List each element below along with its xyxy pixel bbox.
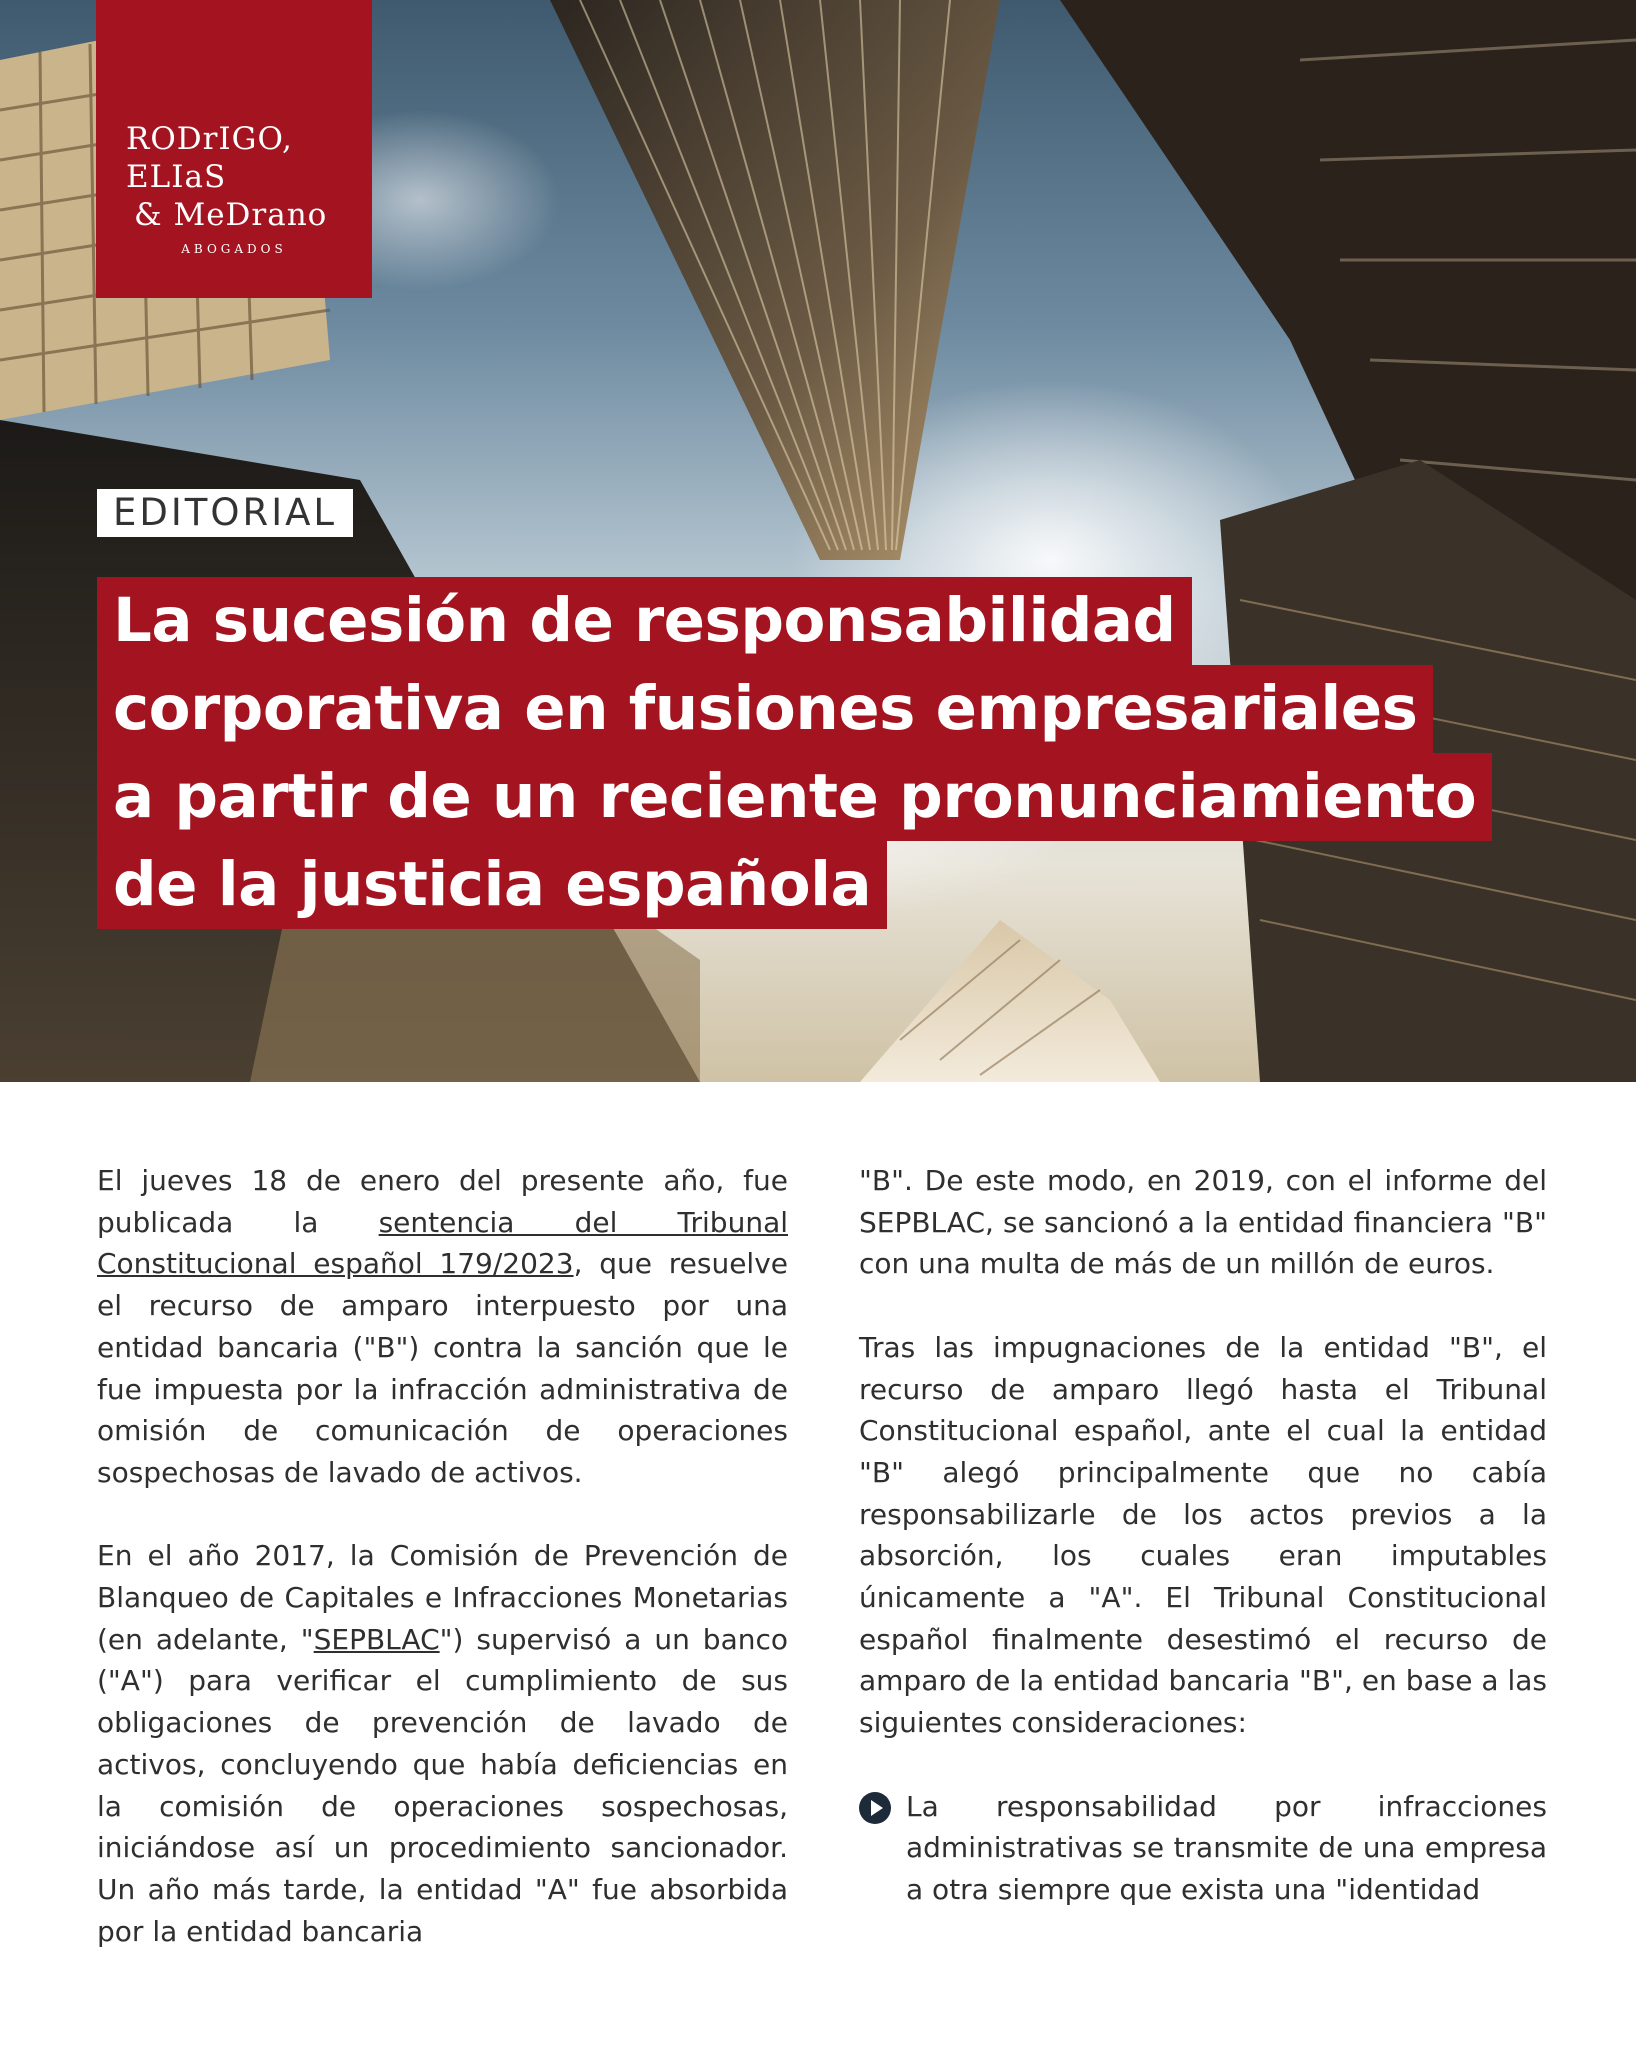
sepblac-link[interactable]: SEPBLAC — [313, 1622, 440, 1656]
left-column — [97, 1160, 788, 1952]
headline-line-4: de la justicia española — [97, 841, 887, 929]
left-p1-text-b: , que resuelve el recurso de amparo interpuesto por una entidad bancaria ("B") contra la sanción que le fue impuesta por la infracción administrativa de omisión de comunicación de operaciones sospechosas de lavado de activos. — [97, 1247, 788, 1489]
left-paragraph-1 — [97, 1160, 788, 1494]
bullet-item — [859, 1786, 1547, 1911]
headline-line-3: a partir de un reciente pronunciamiento — [97, 753, 1492, 841]
headline-line-2: corporativa en fusiones empresariales — [97, 665, 1433, 753]
logo-line-2: ELIaS — [126, 159, 227, 195]
sentencia-link[interactable]: sentencia del Tribunal Constitucional español 179/2023 — [97, 1205, 789, 1281]
headline — [97, 577, 1492, 929]
left-paragraph-2 — [97, 1535, 788, 1952]
right-paragraph-1: "B". De este modo, en 2019, con el informe del SEPBLAC, se sancionó a la entidad financiera "B" con una multa de más de un millón de euros. — [859, 1164, 1547, 1281]
right-paragraph-2: Tras las impugnaciones de la entidad "B", el recurso de amparo llegó hasta el Tribunal Constitucional español, ante el cual la entidad "B" alegó principalmente que no cabía responsabilizarle de los actos previos a la absorción, los cuales eran imputables únicamente a "A". El Tribunal Constitucional español finalmente desestimó el recurso de amparo de la entidad bancaria "B", en base a las siguientes consideraciones: — [859, 1330, 1547, 1740]
section-tag: EDITORIAL — [97, 489, 353, 537]
headline-line-1: La sucesión de responsabilidad — [97, 577, 1192, 665]
play-arrow-icon — [859, 1792, 891, 1824]
left-p2-text-a: En el año 2017, la Comisión de Prevención de Blanqueo de Capitales e Infracciones Monetarias (en adelante, " — [97, 1539, 788, 1656]
right-column — [859, 1160, 1547, 1911]
bullet-text: La responsabilidad por infracciones administrativas se transmite de una empresa a otra siempre que exista una "identidad — [906, 1789, 1547, 1906]
left-p1-text-a: El jueves 18 de enero del presente año, fue publicada la — [97, 1164, 788, 1239]
left-p2-text-b: ") supervisó a un banco ("A") para verificar el cumplimiento de sus obligaciones de prevención de lavado de activos, concluyendo que había deficiencias en la comisión de operaciones sospechosas, iniciándose así un procedimiento sancionador. Un año más tarde, la entidad "A" fue absorbida por la entidad bancaria — [97, 1622, 788, 1948]
logo-line-1: RODrIGO, — [126, 121, 293, 157]
logo-line-3: & MeDrano — [134, 197, 328, 233]
brand-logo — [96, 0, 372, 298]
logo-subtitle: ABOGADOS — [181, 242, 287, 256]
